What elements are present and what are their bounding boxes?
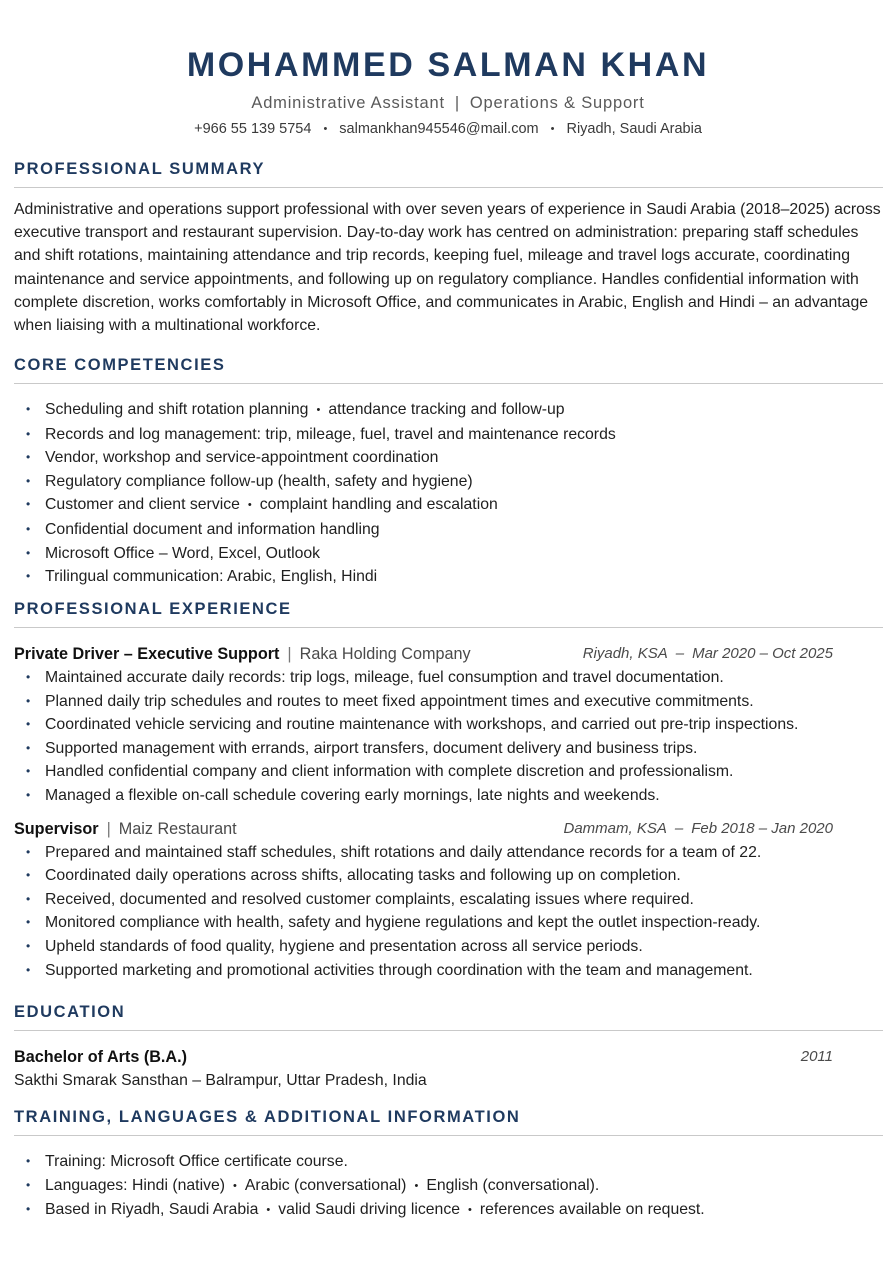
- job-separator: |: [106, 819, 111, 838]
- job-role: Private Driver – Executive Support: [14, 645, 280, 663]
- job-bullets: [14, 666, 883, 808]
- bullet-text: references available on request.: [479, 1201, 705, 1219]
- job-header: [14, 642, 883, 666]
- degree-name: Bachelor of Arts (B.A.): [14, 1048, 187, 1066]
- bullet-marker: •: [26, 1202, 31, 1217]
- bullet-marker: •: [26, 962, 31, 977]
- bullet-text: Arabic (conversational): [244, 1176, 407, 1194]
- bullet-marker: •: [26, 450, 31, 465]
- contact-separator: •: [550, 123, 555, 135]
- job-meta-dash: –: [674, 819, 684, 837]
- section-title: EDUCATION: [14, 1003, 883, 1031]
- candidate-name: MOHAMMED SALMAN KHAN: [186, 46, 710, 84]
- bullet-text: Trilingual communication: Arabic, English, Hindi: [45, 568, 378, 586]
- competency-item: [14, 542, 883, 566]
- bullet-text: English (conversational).: [426, 1176, 600, 1194]
- job-meta: [564, 817, 834, 841]
- tagline-focus: Operations & Support: [469, 94, 645, 112]
- competency-item: [14, 518, 883, 542]
- competency-item: [14, 446, 883, 470]
- inline-separator: •: [233, 1179, 237, 1192]
- bullet-marker: •: [26, 521, 31, 536]
- education-degree: [14, 1045, 883, 1069]
- job-bullet: [14, 864, 883, 888]
- additional-item: [14, 1198, 883, 1223]
- bullet-text: Based in Riyadh, Saudi Arabia: [45, 1201, 259, 1219]
- job-bullet: [14, 713, 883, 737]
- job-company: Maiz Restaurant: [118, 819, 237, 838]
- job-bullet: [14, 666, 883, 690]
- competency-item: [14, 423, 883, 447]
- job-role: Supervisor: [14, 819, 99, 838]
- summary-text: Administrative and operations support professional with over seven years of experience in Saudi Arabia (2018–2025) across executive transport and restaurant supervision. Day-to-day work has centred on administration: preparing staff schedules and shift rotations, maintaining attendance and trip records, keeping fuel, mileage and travel logs accurate, coordinating maintenance and service appointments, and following up on regulatory compliance. Handles confidential information with complete discretion, works comfortably in Microsoft Office, and communicates in Arabic, English and Hindi – an advantage when liaising with a multinational workforce.: [14, 201, 881, 335]
- bullet-text: Upheld standards of food quality, hygiene and presentation across all service periods.: [45, 937, 643, 955]
- job-location: Dammam, KSA: [563, 819, 667, 837]
- tagline-separator: |: [454, 94, 460, 112]
- job-entry: [14, 642, 883, 808]
- competency-item: [14, 470, 883, 494]
- section-title: PROFESSIONAL SUMMARY: [14, 160, 883, 188]
- bullet-text: Supported management with errands, airport transfers, document delivery and business trips.: [45, 739, 698, 757]
- bullet-text: Coordinated vehicle servicing and routine maintenance with workshops, and carried out pre-trip inspections.: [45, 716, 799, 734]
- bullet-text: Supported marketing and promotional activities through coordination with the team and management.: [45, 961, 753, 979]
- bullet-marker: •: [26, 787, 31, 802]
- bullet-text: Vendor, workshop and service-appointment coordination: [45, 449, 439, 467]
- bullet-text: Coordinated daily operations across shifts, allocating tasks and following up on completion.: [45, 867, 681, 885]
- bullet-text: Training: Microsoft Office certificate course.: [45, 1153, 348, 1170]
- bullet-text: Handled confidential company and client information with complete discretion and professionalism.: [45, 763, 734, 781]
- bullet-marker: •: [26, 545, 31, 560]
- competency-item: [14, 565, 883, 589]
- job-entry: [14, 817, 883, 983]
- section-summary: [14, 160, 883, 337]
- inline-separator: •: [414, 1179, 419, 1192]
- education-school: Sakthi Smarak Sansthan – Balrampur, Uttar Pradesh, India: [14, 1072, 427, 1089]
- bullet-text: Received, documented and resolved customer complaints, escalating issues where required.: [45, 890, 694, 908]
- inline-separator: •: [468, 1204, 472, 1217]
- bullet-marker: •: [26, 693, 31, 708]
- bullet-text: Monitored compliance with health, safety and hygiene regulations and kept the outlet inspection-ready.: [45, 914, 761, 932]
- bullet-text: Planned daily trip schedules and routes to meet fixed appointment times and executive commitments.: [45, 692, 754, 710]
- additional-item: [14, 1150, 883, 1174]
- section-title: TRAINING, LANGUAGES & ADDITIONAL INFORMATION: [14, 1108, 883, 1136]
- bullet-marker: •: [26, 569, 31, 584]
- bullet-marker: •: [26, 891, 31, 906]
- job-dates: Mar 2020 – Oct 2025: [692, 645, 833, 662]
- bullet-marker: •: [26, 915, 31, 930]
- section-competencies: [14, 356, 883, 589]
- location: Riyadh, Saudi Arabia: [566, 121, 702, 137]
- bullet-text: Maintained accurate daily records: trip logs, mileage, fuel consumption and travel documentation.: [45, 669, 724, 686]
- bullet-text: Languages: Hindi (native): [45, 1176, 226, 1194]
- job-meta: [583, 642, 833, 666]
- competency-item: [14, 398, 883, 423]
- job-header: [14, 817, 883, 841]
- competency-item: [14, 493, 883, 518]
- bullet-text: Regulatory compliance follow-up (health, safety and hygiene): [45, 472, 473, 490]
- additional-list: [14, 1150, 883, 1223]
- bullet-text: Scheduling and shift rotation planning: [45, 401, 309, 418]
- bullet-text: valid Saudi driving licence: [278, 1201, 461, 1219]
- section-title: CORE COMPETENCIES: [14, 356, 883, 384]
- job-meta-dash: –: [675, 645, 685, 662]
- bullet-marker: •: [26, 402, 31, 416]
- job-location: Riyadh, KSA: [582, 645, 668, 662]
- bullet-marker: •: [26, 717, 31, 732]
- job-bullet: [14, 888, 883, 912]
- tagline-role: Administrative Assistant: [251, 94, 445, 112]
- contact-line: [0, 121, 896, 137]
- job-bullet: [14, 760, 883, 784]
- bullet-marker: •: [26, 764, 31, 779]
- bullet-marker: •: [26, 844, 31, 859]
- bullet-text: Customer and client service: [45, 496, 240, 514]
- bullet-marker: •: [26, 868, 31, 883]
- inline-separator: •: [316, 404, 321, 416]
- contact-separator: •: [323, 123, 328, 135]
- job-separator: |: [287, 645, 292, 663]
- email-address: salmankhan945546@mail.com: [339, 121, 539, 137]
- bullet-marker: •: [26, 473, 31, 488]
- bullet-text: Confidential document and information handling: [45, 520, 380, 538]
- bullet-text: complaint handling and escalation: [259, 496, 498, 514]
- job-bullet: [14, 911, 883, 935]
- job-bullet: [14, 959, 883, 983]
- job-bullet: [14, 690, 883, 714]
- bullet-marker: •: [26, 740, 31, 755]
- inline-separator: •: [247, 499, 252, 512]
- bullet-marker: •: [26, 1154, 31, 1168]
- bullet-marker: •: [26, 497, 31, 512]
- inline-separator: •: [266, 1204, 271, 1217]
- job-bullet: [14, 784, 883, 808]
- tagline: [0, 94, 896, 113]
- phone-number: +966 55 139 5754: [194, 121, 312, 137]
- job-bullets: [14, 841, 883, 983]
- job-company: Raka Holding Company: [299, 645, 471, 663]
- bullet-text: Managed a flexible on-call schedule covering early mornings, late nights and weekends.: [45, 786, 660, 804]
- bullet-marker: •: [26, 670, 31, 684]
- job-bullet: [14, 935, 883, 959]
- competency-list: [14, 398, 883, 589]
- job-bullet: [14, 841, 883, 865]
- bullet-text: Microsoft Office – Word, Excel, Outlook: [45, 544, 321, 562]
- job-bullet: [14, 737, 883, 761]
- section-experience: [14, 600, 883, 982]
- bullet-marker: •: [26, 426, 31, 441]
- section-education: [14, 1003, 883, 1093]
- section-additional: [14, 1108, 883, 1223]
- section-title: PROFESSIONAL EXPERIENCE: [14, 600, 883, 628]
- additional-item: [14, 1174, 883, 1199]
- degree-year: 2011: [800, 1048, 833, 1065]
- bullet-text: Prepared and maintained staff schedules, shift rotations and daily attendance records for a team of 22.: [45, 843, 762, 861]
- job-dates: Feb 2018 – Jan 2020: [691, 819, 833, 837]
- bullet-text: attendance tracking and follow-up: [328, 401, 565, 418]
- bullet-marker: •: [26, 1177, 31, 1192]
- bullet-marker: •: [26, 938, 31, 953]
- bullet-text: Records and log management: trip, mileage, fuel, travel and maintenance records: [45, 425, 616, 443]
